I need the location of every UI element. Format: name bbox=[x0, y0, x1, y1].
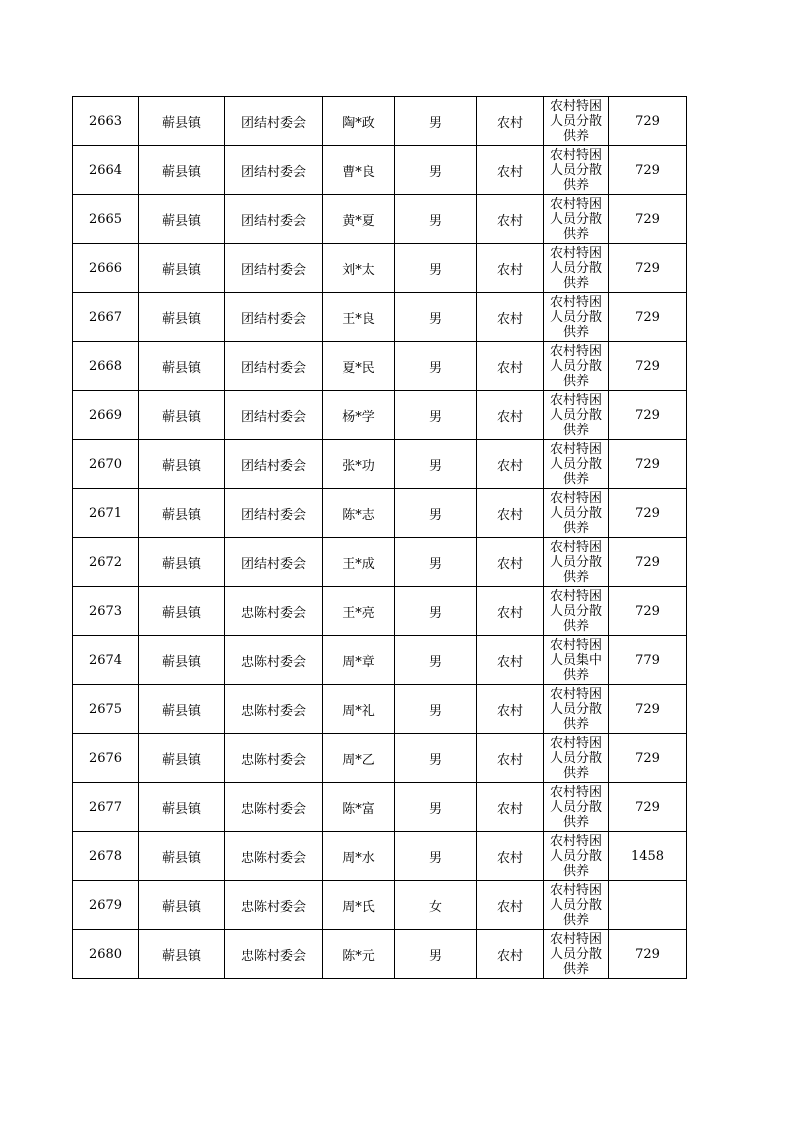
assistance-type-cell bbox=[544, 783, 609, 832]
town-cell: 蕲县镇 bbox=[139, 440, 225, 489]
area-cell: 农村 bbox=[477, 440, 544, 489]
town-cell: 蕲县镇 bbox=[139, 881, 225, 930]
name-cell: 周*氏 bbox=[323, 881, 395, 930]
gender-cell: 男 bbox=[395, 783, 477, 832]
table-row bbox=[73, 930, 687, 979]
village-committee-cell: 忠陈村委会 bbox=[225, 636, 323, 685]
assistance-type-cell bbox=[544, 293, 609, 342]
village-committee-cell: 团结村委会 bbox=[225, 97, 323, 146]
area-cell: 农村 bbox=[477, 881, 544, 930]
assistance-type-cell bbox=[544, 636, 609, 685]
assistance-type-cell bbox=[544, 489, 609, 538]
village-committee-cell: 团结村委会 bbox=[225, 195, 323, 244]
gender-cell: 男 bbox=[395, 636, 477, 685]
village-committee-cell: 忠陈村委会 bbox=[225, 587, 323, 636]
name-cell: 刘*太 bbox=[323, 244, 395, 293]
village-committee-cell: 忠陈村委会 bbox=[225, 685, 323, 734]
assistance-type-cell bbox=[544, 734, 609, 783]
assistance-type-text: 农村特困人员分散供养 bbox=[549, 539, 602, 585]
table-row bbox=[73, 195, 687, 244]
amount-cell: 729 bbox=[609, 195, 687, 244]
assistance-type-text: 农村特困人员分散供养 bbox=[549, 735, 602, 781]
assistance-type-cell bbox=[544, 832, 609, 881]
assistance-type-text: 农村特困人员分散供养 bbox=[549, 588, 602, 634]
assistance-type-cell bbox=[544, 391, 609, 440]
table-row bbox=[73, 97, 687, 146]
assistance-type-text: 农村特困人员分散供养 bbox=[549, 196, 602, 242]
assistance-type-cell bbox=[544, 881, 609, 930]
town-cell: 蕲县镇 bbox=[139, 97, 225, 146]
table-row bbox=[73, 783, 687, 832]
area-cell: 农村 bbox=[477, 587, 544, 636]
records-table-body bbox=[73, 97, 687, 979]
amount-cell: 779 bbox=[609, 636, 687, 685]
table-row bbox=[73, 244, 687, 293]
assistance-type-cell bbox=[544, 244, 609, 293]
table-row bbox=[73, 587, 687, 636]
assistance-type-cell bbox=[544, 440, 609, 489]
gender-cell: 男 bbox=[395, 685, 477, 734]
serial-number-cell: 2670 bbox=[73, 440, 139, 489]
amount-cell: 729 bbox=[609, 538, 687, 587]
amount-cell: 729 bbox=[609, 930, 687, 979]
serial-number-cell: 2665 bbox=[73, 195, 139, 244]
amount-cell: 729 bbox=[609, 587, 687, 636]
amount-cell bbox=[609, 881, 687, 930]
amount-cell: 729 bbox=[609, 244, 687, 293]
name-cell: 周*水 bbox=[323, 832, 395, 881]
assistance-type-text: 农村特困人员分散供养 bbox=[549, 490, 602, 536]
town-cell: 蕲县镇 bbox=[139, 783, 225, 832]
assistance-type-cell bbox=[544, 538, 609, 587]
amount-cell: 1458 bbox=[609, 832, 687, 881]
name-cell: 张*功 bbox=[323, 440, 395, 489]
table-row bbox=[73, 636, 687, 685]
area-cell: 农村 bbox=[477, 489, 544, 538]
name-cell: 陈*富 bbox=[323, 783, 395, 832]
area-cell: 农村 bbox=[477, 685, 544, 734]
assistance-type-text: 农村特困人员分散供养 bbox=[549, 441, 602, 487]
town-cell: 蕲县镇 bbox=[139, 244, 225, 293]
table-row bbox=[73, 342, 687, 391]
serial-number-cell: 2677 bbox=[73, 783, 139, 832]
assistance-type-text: 农村特困人员分散供养 bbox=[549, 294, 602, 340]
table-row bbox=[73, 538, 687, 587]
village-committee-cell: 团结村委会 bbox=[225, 391, 323, 440]
area-cell: 农村 bbox=[477, 391, 544, 440]
town-cell: 蕲县镇 bbox=[139, 587, 225, 636]
amount-cell: 729 bbox=[609, 97, 687, 146]
village-committee-cell: 团结村委会 bbox=[225, 342, 323, 391]
name-cell: 陈*志 bbox=[323, 489, 395, 538]
serial-number-cell: 2673 bbox=[73, 587, 139, 636]
assistance-type-text: 农村特困人员分散供养 bbox=[549, 833, 602, 879]
name-cell: 王*亮 bbox=[323, 587, 395, 636]
gender-cell: 男 bbox=[395, 440, 477, 489]
table-row bbox=[73, 489, 687, 538]
assistance-type-text: 农村特困人员分散供养 bbox=[549, 343, 602, 389]
town-cell: 蕲县镇 bbox=[139, 195, 225, 244]
gender-cell: 男 bbox=[395, 97, 477, 146]
serial-number-cell: 2680 bbox=[73, 930, 139, 979]
name-cell: 杨*学 bbox=[323, 391, 395, 440]
assistance-type-text: 农村特困人员分散供养 bbox=[549, 392, 602, 438]
amount-cell: 729 bbox=[609, 293, 687, 342]
amount-cell: 729 bbox=[609, 783, 687, 832]
assistance-type-text: 农村特困人员分散供养 bbox=[549, 98, 602, 144]
village-committee-cell: 忠陈村委会 bbox=[225, 881, 323, 930]
name-cell: 周*乙 bbox=[323, 734, 395, 783]
area-cell: 农村 bbox=[477, 930, 544, 979]
serial-number-cell: 2676 bbox=[73, 734, 139, 783]
town-cell: 蕲县镇 bbox=[139, 391, 225, 440]
table-row bbox=[73, 146, 687, 195]
gender-cell: 男 bbox=[395, 293, 477, 342]
assistance-type-text: 农村特困人员分散供养 bbox=[549, 245, 602, 291]
town-cell: 蕲县镇 bbox=[139, 146, 225, 195]
assistance-type-cell bbox=[544, 930, 609, 979]
town-cell: 蕲县镇 bbox=[139, 342, 225, 391]
serial-number-cell: 2669 bbox=[73, 391, 139, 440]
table-row bbox=[73, 734, 687, 783]
assistance-type-cell bbox=[544, 342, 609, 391]
assistance-type-text: 农村特困人员分散供养 bbox=[549, 686, 602, 732]
gender-cell: 男 bbox=[395, 538, 477, 587]
amount-cell: 729 bbox=[609, 391, 687, 440]
table-row bbox=[73, 685, 687, 734]
gender-cell: 男 bbox=[395, 832, 477, 881]
serial-number-cell: 2668 bbox=[73, 342, 139, 391]
area-cell: 农村 bbox=[477, 636, 544, 685]
area-cell: 农村 bbox=[477, 244, 544, 293]
area-cell: 农村 bbox=[477, 342, 544, 391]
gender-cell: 男 bbox=[395, 930, 477, 979]
town-cell: 蕲县镇 bbox=[139, 489, 225, 538]
table-row bbox=[73, 293, 687, 342]
table-row bbox=[73, 391, 687, 440]
town-cell: 蕲县镇 bbox=[139, 636, 225, 685]
amount-cell: 729 bbox=[609, 342, 687, 391]
gender-cell: 女 bbox=[395, 881, 477, 930]
serial-number-cell: 2674 bbox=[73, 636, 139, 685]
village-committee-cell: 忠陈村委会 bbox=[225, 783, 323, 832]
area-cell: 农村 bbox=[477, 538, 544, 587]
area-cell: 农村 bbox=[477, 195, 544, 244]
name-cell: 周*章 bbox=[323, 636, 395, 685]
amount-cell: 729 bbox=[609, 440, 687, 489]
gender-cell: 男 bbox=[395, 489, 477, 538]
amount-cell: 729 bbox=[609, 489, 687, 538]
village-committee-cell: 团结村委会 bbox=[225, 489, 323, 538]
serial-number-cell: 2672 bbox=[73, 538, 139, 587]
assistance-type-text: 农村特困人员分散供养 bbox=[549, 147, 602, 193]
serial-number-cell: 2675 bbox=[73, 685, 139, 734]
village-committee-cell: 忠陈村委会 bbox=[225, 734, 323, 783]
town-cell: 蕲县镇 bbox=[139, 734, 225, 783]
assistance-type-text: 农村特困人员集中供养 bbox=[549, 637, 602, 683]
village-committee-cell: 忠陈村委会 bbox=[225, 930, 323, 979]
records-table bbox=[72, 96, 687, 979]
name-cell: 周*礼 bbox=[323, 685, 395, 734]
assistance-type-text: 农村特困人员分散供养 bbox=[549, 882, 602, 928]
assistance-type-text: 农村特困人员分散供养 bbox=[549, 931, 602, 977]
area-cell: 农村 bbox=[477, 97, 544, 146]
gender-cell: 男 bbox=[395, 244, 477, 293]
serial-number-cell: 2678 bbox=[73, 832, 139, 881]
village-committee-cell: 团结村委会 bbox=[225, 440, 323, 489]
gender-cell: 男 bbox=[395, 146, 477, 195]
gender-cell: 男 bbox=[395, 734, 477, 783]
name-cell: 王*成 bbox=[323, 538, 395, 587]
village-committee-cell: 团结村委会 bbox=[225, 293, 323, 342]
village-committee-cell: 团结村委会 bbox=[225, 538, 323, 587]
area-cell: 农村 bbox=[477, 783, 544, 832]
amount-cell: 729 bbox=[609, 146, 687, 195]
assistance-type-text: 农村特困人员分散供养 bbox=[549, 784, 602, 830]
name-cell: 陶*政 bbox=[323, 97, 395, 146]
name-cell: 曹*良 bbox=[323, 146, 395, 195]
gender-cell: 男 bbox=[395, 195, 477, 244]
assistance-type-cell bbox=[544, 146, 609, 195]
name-cell: 黄*夏 bbox=[323, 195, 395, 244]
serial-number-cell: 2679 bbox=[73, 881, 139, 930]
area-cell: 农村 bbox=[477, 146, 544, 195]
amount-cell: 729 bbox=[609, 734, 687, 783]
village-committee-cell: 忠陈村委会 bbox=[225, 832, 323, 881]
village-committee-cell: 团结村委会 bbox=[225, 244, 323, 293]
town-cell: 蕲县镇 bbox=[139, 685, 225, 734]
area-cell: 农村 bbox=[477, 832, 544, 881]
assistance-type-cell bbox=[544, 195, 609, 244]
serial-number-cell: 2667 bbox=[73, 293, 139, 342]
name-cell: 夏*民 bbox=[323, 342, 395, 391]
table-row bbox=[73, 832, 687, 881]
town-cell: 蕲县镇 bbox=[139, 832, 225, 881]
name-cell: 陈*元 bbox=[323, 930, 395, 979]
name-cell: 王*良 bbox=[323, 293, 395, 342]
town-cell: 蕲县镇 bbox=[139, 930, 225, 979]
gender-cell: 男 bbox=[395, 342, 477, 391]
serial-number-cell: 2671 bbox=[73, 489, 139, 538]
table-row bbox=[73, 881, 687, 930]
assistance-type-cell bbox=[544, 685, 609, 734]
village-committee-cell: 团结村委会 bbox=[225, 146, 323, 195]
assistance-type-cell bbox=[544, 97, 609, 146]
assistance-type-cell bbox=[544, 587, 609, 636]
area-cell: 农村 bbox=[477, 293, 544, 342]
town-cell: 蕲县镇 bbox=[139, 293, 225, 342]
serial-number-cell: 2666 bbox=[73, 244, 139, 293]
gender-cell: 男 bbox=[395, 391, 477, 440]
gender-cell: 男 bbox=[395, 587, 477, 636]
table-row bbox=[73, 440, 687, 489]
serial-number-cell: 2664 bbox=[73, 146, 139, 195]
town-cell: 蕲县镇 bbox=[139, 538, 225, 587]
amount-cell: 729 bbox=[609, 685, 687, 734]
serial-number-cell: 2663 bbox=[73, 97, 139, 146]
area-cell: 农村 bbox=[477, 734, 544, 783]
